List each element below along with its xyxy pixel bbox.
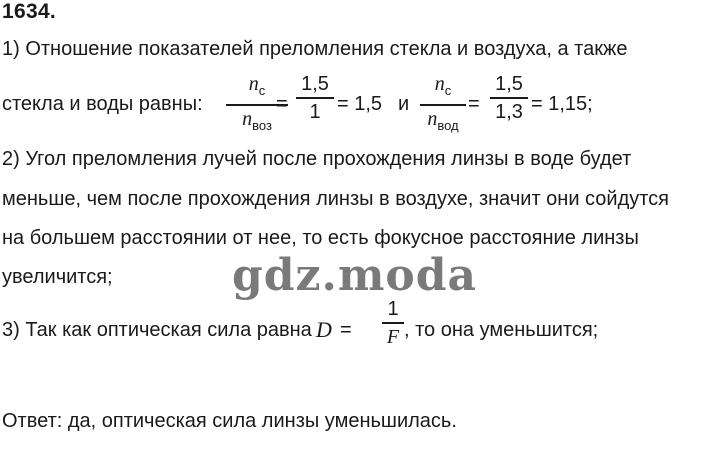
fraction-denominator-var: n [427,107,438,130]
fraction-bar [382,322,404,324]
fraction-numerator: 1,5 [495,73,523,95]
p1-line1: 1) Отношение показателей преломления стекла и воздуха, а также [2,38,628,60]
fraction-denominator-sub: вод [437,117,459,133]
fraction-denominator-var: n [242,107,253,130]
equals-1: = [276,93,288,115]
fraction-1-5-over-1-3 [490,72,528,124]
p1-line2-prefix: стекла и воды равны: [2,93,203,115]
fraction-denominator: 1,3 [495,100,523,123]
p2-line3: на большем расстоянии от нее, то есть фокусное расстояние линзы [2,227,639,249]
p3-prefix: 3) Так как оптическая сила равна [2,319,312,341]
problem-number: 1634. [2,0,57,23]
fraction-numerator: 1 [387,298,399,320]
equals-3: = [468,93,480,115]
equals-1-15: = 1,15; [531,93,593,115]
watermark-gdz-moda: gdz.moda [232,250,478,301]
p2-line4: увеличится; [2,266,113,288]
conjunction-and: и [398,93,410,115]
p3-equals: = [340,319,352,341]
fraction-nc-over-nvod [420,72,466,138]
var-D: D [316,317,332,342]
fraction-numerator-var: n [434,73,445,95]
fraction-bar [296,97,334,99]
fraction-numerator-var: n [248,73,259,95]
fraction-1-5-over-1 [296,72,334,124]
fraction-numerator: 1,5 [301,73,329,95]
fraction-numerator-sub: с [444,83,452,98]
p2-line1: 2) Угол преломления лучей после прохождения линзы в воде будет [2,148,632,170]
p2-line2: меньше, чем после прохождения линзы в воздухе, значит они сойдутся [2,188,670,210]
answer-line: Ответ: да, оптическая сила линзы уменьшилась. [2,410,457,432]
fraction-denominator-sub: воз [252,117,272,133]
fraction-1-over-F [382,297,404,349]
fraction-bar [420,104,466,106]
p3-suffix: , то она уменьшится; [404,319,599,341]
fraction-bar [490,97,528,99]
equals-1-5: = 1,5 [337,93,383,115]
fraction-denominator: 1 [309,100,321,123]
fraction-denominator: F [386,325,400,348]
fraction-numerator-sub: с [258,83,266,98]
